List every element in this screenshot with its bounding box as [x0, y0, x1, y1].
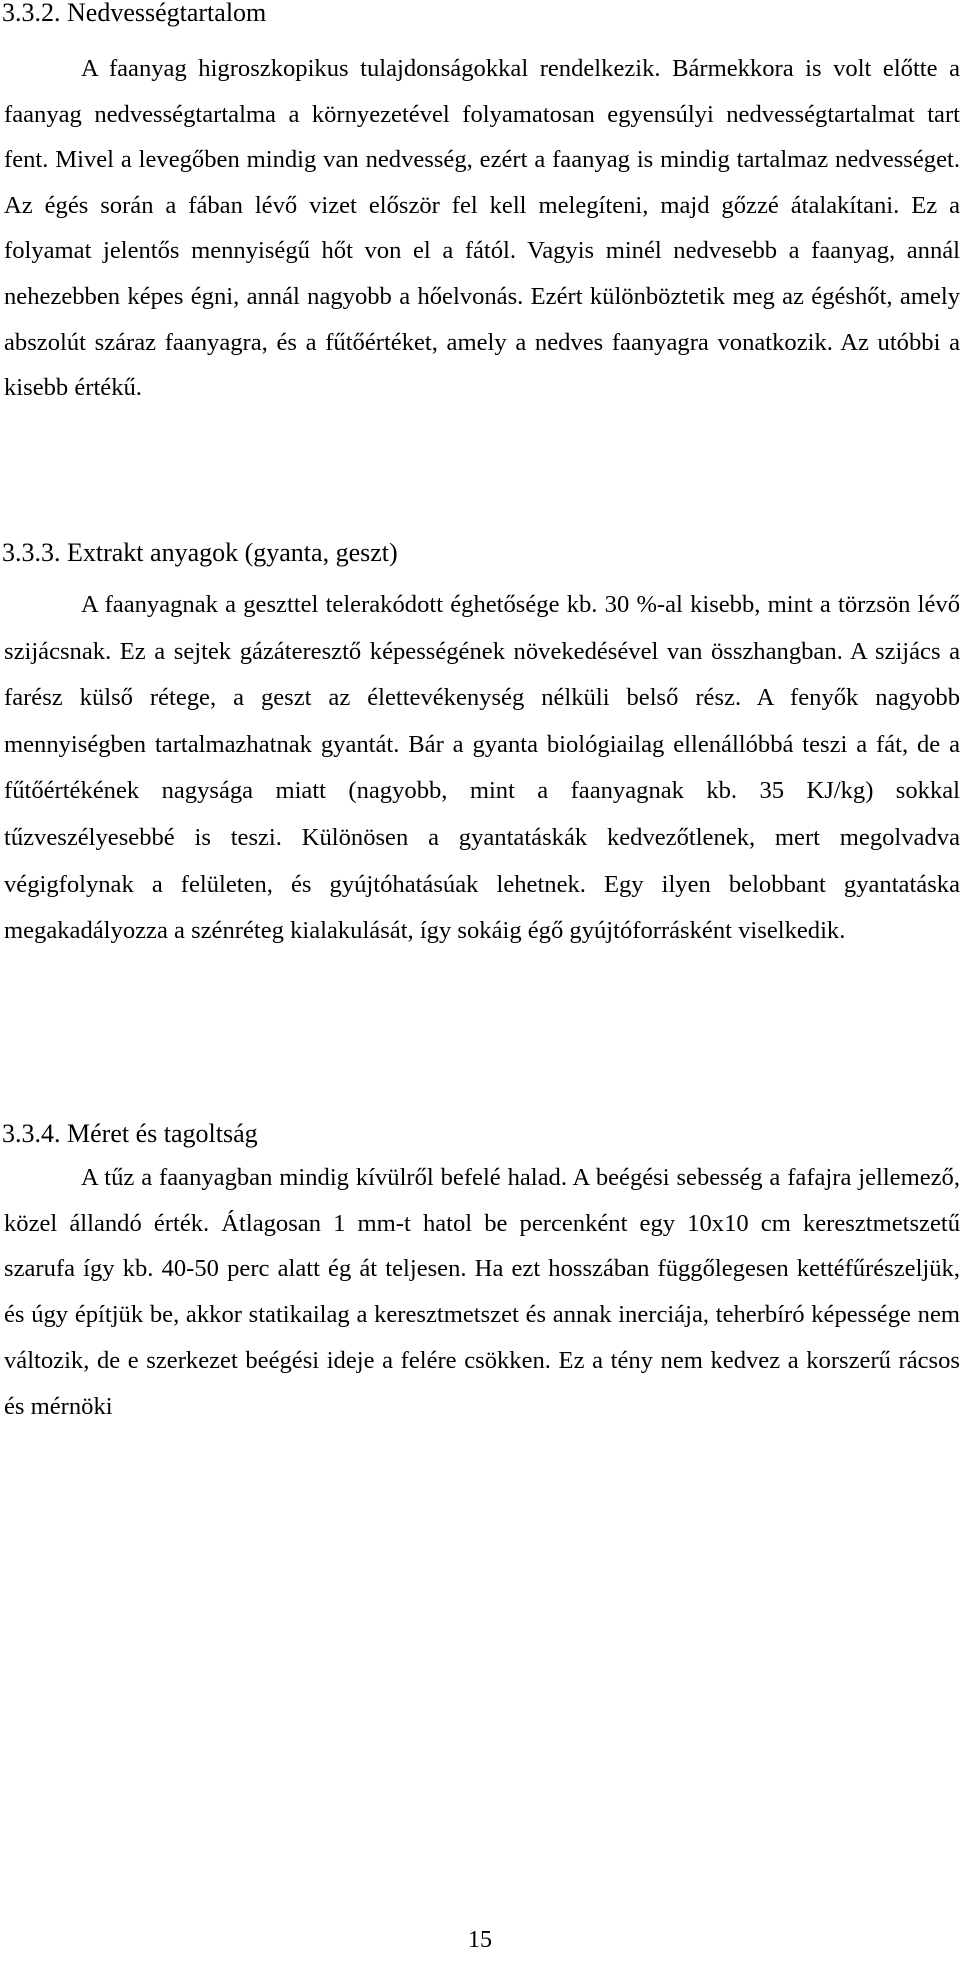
page-number: 15 [468, 1927, 492, 1953]
section-heading-size: 3.3.4. Méret és tagoltság [2, 1119, 258, 1148]
section-paragraph-extractives: A faanyagnak a geszttel telerakódott éghetősége kb. 30 %-al kisebb, mint a törzsön lévő szijácsnak. Ez a sejtek gázáteresztő képességének növekedésével van összhangban. A szijács a farész külső rétege, a geszt az élettevékenység nélküli belső rész. A fenyők nagyobb mennyiségben tartalmazhatnak gyantát. Bár a gyanta biológiailag ellenállóbbá teszi a fát, de a fűtőértékének nagysága miatt (nagyobb, mint a faanyagnak kb. 35 KJ/kg) sokkal tűzveszélyesebbé is teszi. Különösen a gyantatáskák kedvezőtlenek, mert megolvadva végigfolynak a felületen, és gyújtóhatásúak lehetnek. Egy ilyen belobbant gyantatáska megakadályozza a szénréteg kialakulását, így sokáig égő gyújtóforrásként viselkedik. [4, 591, 960, 945]
section-heading-extractives: 3.3.3. Extrakt anyagok (gyanta, geszt) [2, 538, 398, 567]
section-paragraph-moisture: A faanyag higroszkopikus tulajdonságokkal rendelkezik. Bármekkora is volt előtte a faanyag nedvességtartalma a környezetével folyamatosan egyensúlyi nedvességtartalmat tart fent. Mivel a levegőben mindig van nedvesség, ezért a faanyag is mindig tartalmaz nedvességet. Az égés során a fában lévő vizet először fel kell melegíteni, majd gőzzé átalakítani. Ez a folyamat jelentős mennyiségű hőt von el a fától. Vagyis minél nedvesebb a faanyag, annál nehezebben képes égni, annál nagyobb a hőelvonás. Ezért különböztetik meg az égéshőt, amely abszolút száraz faanyagra, és a fűtőértéket, amely a nedves faanyagra vonatkozik. Az utóbbi a kisebb értékű. [4, 55, 960, 402]
section-heading-moisture: 3.3.2. Nedvességtartalom [2, 0, 267, 27]
section-paragraph-size: A tűz a faanyagban mindig kívülről befelé halad. A beégési sebesség a fafajra jellemező, közel állandó érték. Átlagosan 1 mm-t hatol be percenként egy 10x10 cm keresztmetszetű szarufa így kb. 40-50 perc alatt ég át teljesen. Ha ezt hosszában függőlegesen kettéfűrészeljük, és úgy építjük be, akkor statikailag a keresztmetszet és annak inerciája, teherbíró képessége nem változik, de e szerkezet beégési ideje a felére csökken. Ez a tény nem kedvez a korszerű rácsos és mérnöki [4, 1164, 960, 1420]
